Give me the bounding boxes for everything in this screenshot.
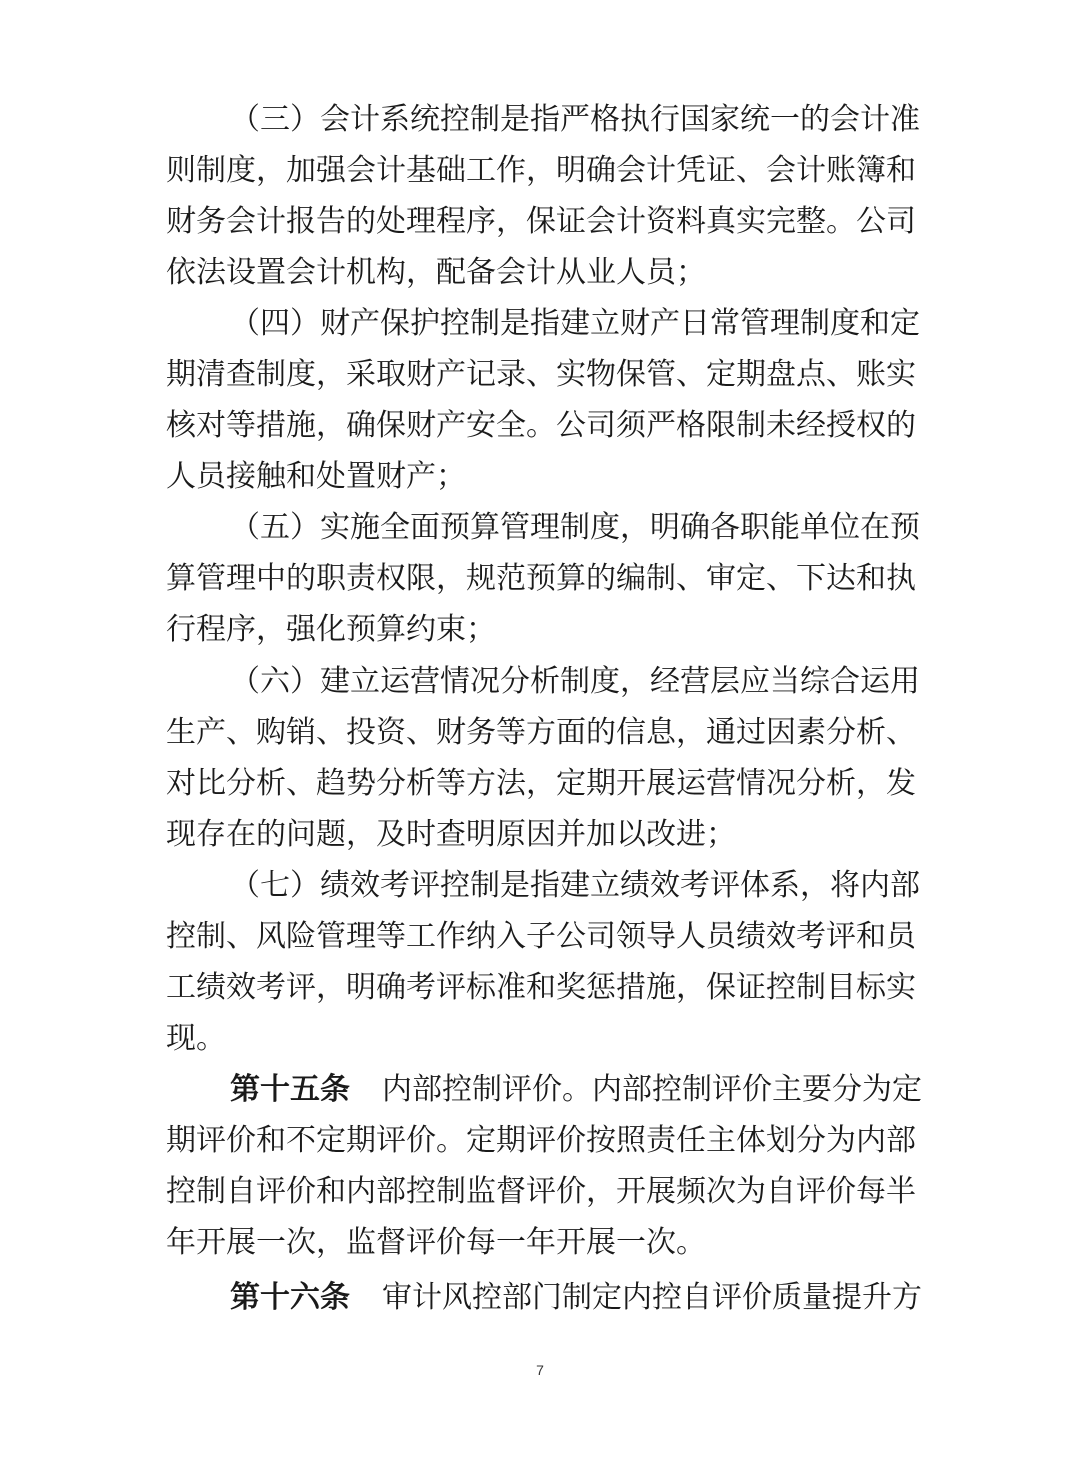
paragraph-line: 期清查制度，采取财产记录、实物保管、定期盘点、账实: [166, 357, 916, 392]
article-15-heading: 第十五条: [230, 1072, 350, 1107]
paragraph-line: 生产、购销、投资、财务等方面的信息，通过因素分析、: [166, 715, 916, 750]
article-16-first-line: [230, 1278, 922, 1318]
article-16-heading: 第十六条: [230, 1280, 350, 1315]
paragraph-line: 核对等措施，确保财产安全。公司须严格限制未经授权的: [166, 408, 916, 443]
paragraph-line: 财务会计报告的处理程序，保证会计资料真实完整。公司: [166, 204, 916, 239]
page-number: 7: [536, 1362, 544, 1378]
paragraph-line: 年开展一次，监督评价每一年开展一次。: [166, 1225, 706, 1260]
paragraph-line: （四）财产保护控制是指建立财产日常管理制度和定: [230, 306, 920, 341]
paragraph-line: 现。: [166, 1021, 226, 1056]
paragraph-line: 则制度，加强会计基础工作，明确会计凭证、会计账簿和: [166, 153, 916, 188]
article-15-text: 内部控制评价。内部控制评价主要分为定: [382, 1072, 922, 1107]
paragraph-line: （七）绩效考评控制是指建立绩效考评体系，将内部: [230, 868, 920, 903]
paragraph-line: 依法设置会计机构，配备会计从业人员；: [166, 255, 706, 290]
paragraph-line: 人员接触和处置财产；: [166, 459, 466, 494]
paragraph-line: （三）会计系统控制是指严格执行国家统一的会计准: [230, 102, 920, 137]
paragraph-line: 算管理中的职责权限，规范预算的编制、审定、下达和执: [166, 561, 916, 596]
paragraph-line: 工绩效考评，明确考评标准和奖惩措施，保证控制目标实: [166, 970, 916, 1005]
paragraph-line: 控制、风险管理等工作纳入子公司领导人员绩效考评和员: [166, 919, 916, 954]
paragraph-line: 行程序，强化预算约束；: [166, 612, 496, 647]
paragraph-line: （六）建立运营情况分析制度，经营层应当综合运用: [230, 664, 920, 699]
paragraph-line: 控制自评价和内部控制监督评价，开展频次为自评价每半: [166, 1174, 916, 1209]
paragraph-line: 对比分析、趋势分析等方法，定期开展运营情况分析，发: [166, 766, 916, 801]
paragraph-line: 期评价和不定期评价。定期评价按照责任主体划分为内部: [166, 1123, 916, 1158]
paragraph-line: （五）实施全面预算管理制度，明确各职能单位在预: [230, 510, 920, 545]
paragraph-line: 现存在的问题，及时查明原因并加以改进；: [166, 817, 736, 852]
article-16-text: 审计风控部门制定内控自评价质量提升方: [382, 1280, 922, 1315]
article-15-first-line: [230, 1070, 922, 1110]
